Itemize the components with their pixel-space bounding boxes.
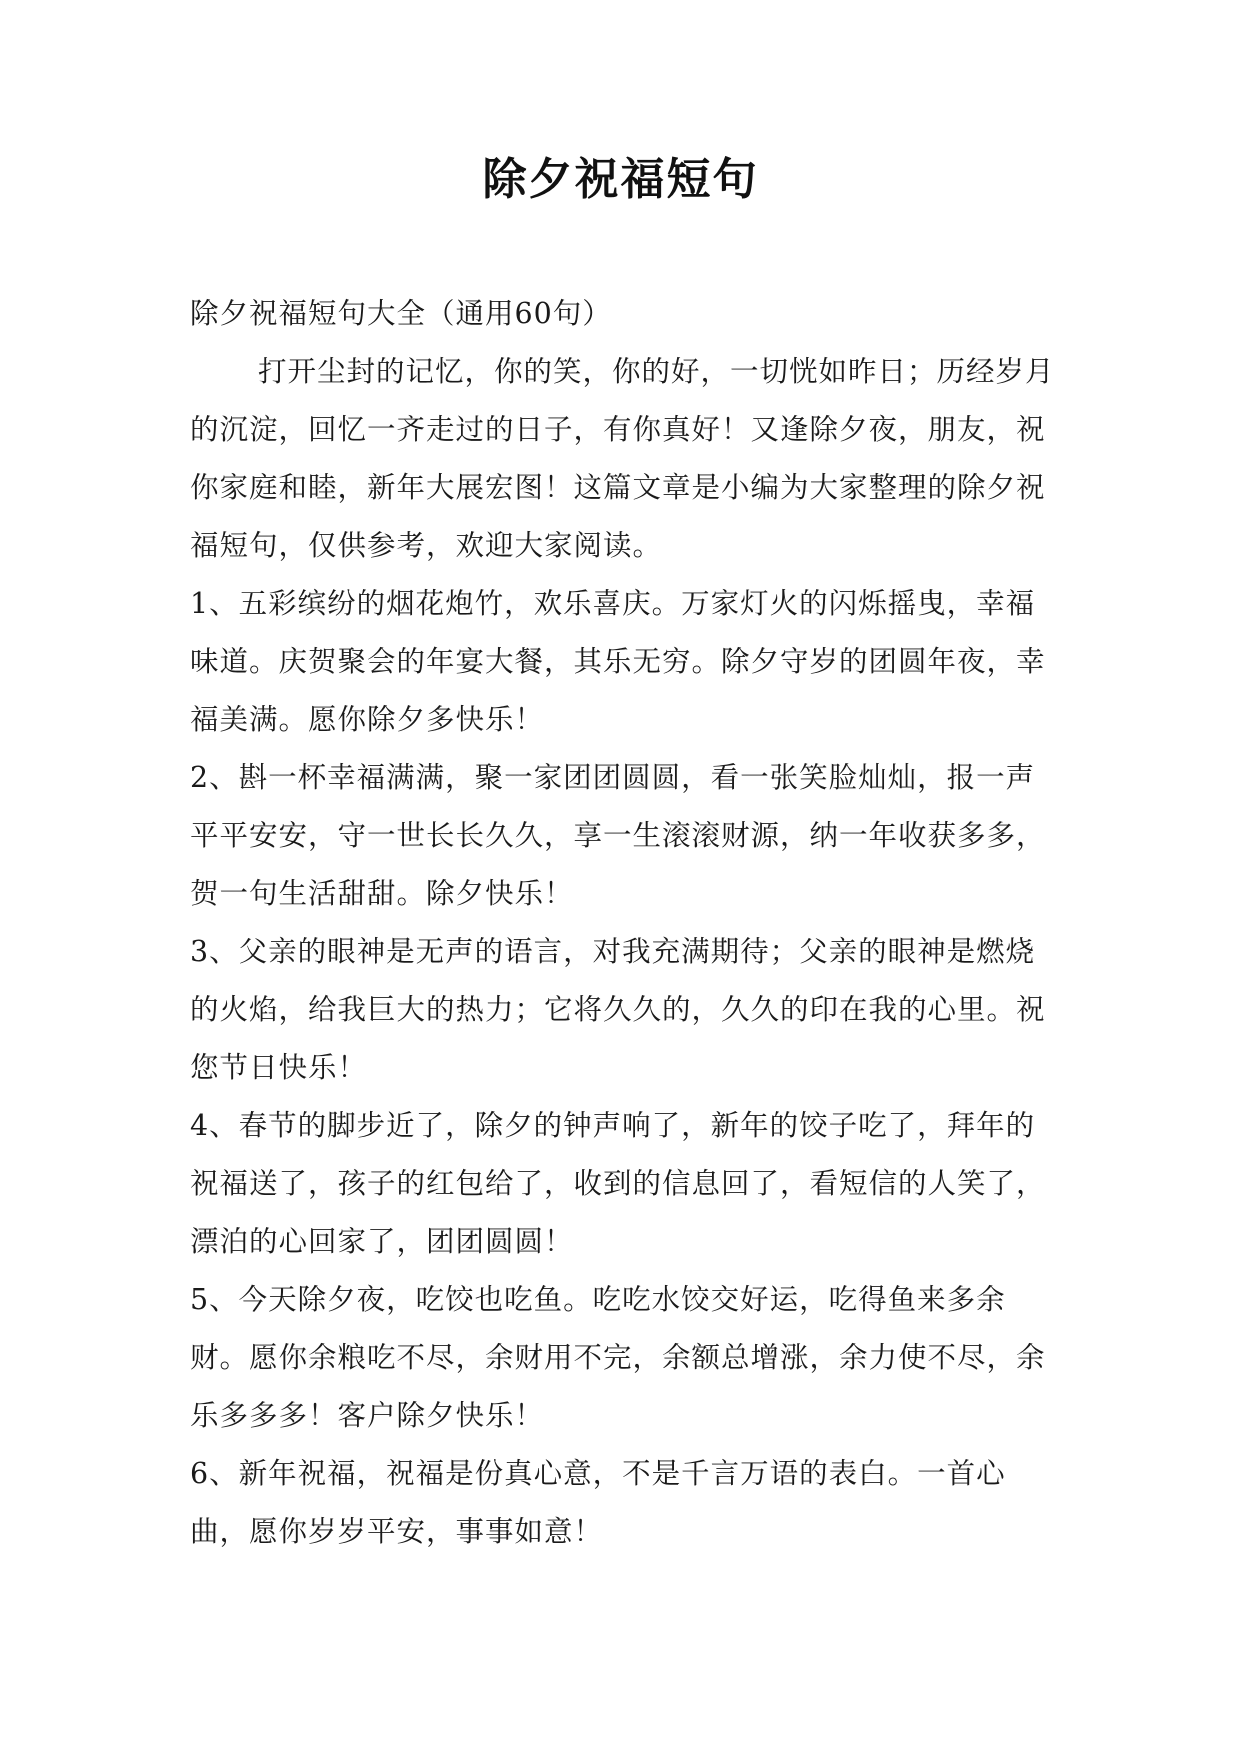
blessing-item: 4、春节的脚步近了，除夕的钟声响了，新年的饺子吃了，拜年的祝福送了，孩子的红包给了，收到的信息回了，看短信的人笑了，漂泊的心回家了，团团圆圆！ xyxy=(190,1109,1046,1258)
document-body xyxy=(190,285,1060,1561)
blessing-item: 6、新年祝福，祝福是份真心意，不是千言万语的表白。一首心曲，愿你岁岁平安，事事如意！ xyxy=(190,1457,1006,1548)
intro-paragraph: 打开尘封的记忆，你的笑，你的好，一切恍如昨日；历经岁月的沉淀，回忆一齐走过的日子，有你真好！又逢除夕夜，朋友，祝你家庭和睦，新年大展宏图！这篇文章是小编为大家整理的除夕祝福短句，仅供参考，欢迎大家阅读。 xyxy=(190,355,1055,562)
document-subtitle: 除夕祝福短句大全（通用60句） xyxy=(190,297,612,330)
blessing-item: 1、五彩缤纷的烟花炮竹，欢乐喜庆。万家灯火的闪烁摇曳，幸福味道。庆贺聚会的年宴大餐，其乐无穷。除夕守岁的团圆年夜，幸福美满。愿你除夕多快乐！ xyxy=(190,587,1046,736)
blessing-item: 3、父亲的眼神是无声的语言，对我充满期待；父亲的眼神是燃烧的火焰，给我巨大的热力；它将久久的，久久的印在我的心里。祝您节日快乐！ xyxy=(190,935,1046,1084)
blessing-item: 5、今天除夕夜，吃饺也吃鱼。吃吃水饺交好运，吃得鱼来多余财。愿你余粮吃不尽，余财用不完，余额总增涨，余力使不尽，余乐多多多！客户除夕快乐！ xyxy=(190,1283,1046,1432)
blessing-item: 2、斟一杯幸福满满，聚一家团团圆圆，看一张笑脸灿灿，报一声平平安安，守一世长长久久，享一生滚滚财源，纳一年收获多多，贺一句生活甜甜。除夕快乐！ xyxy=(190,761,1046,910)
document-title: 除夕祝福短句 xyxy=(482,154,759,205)
